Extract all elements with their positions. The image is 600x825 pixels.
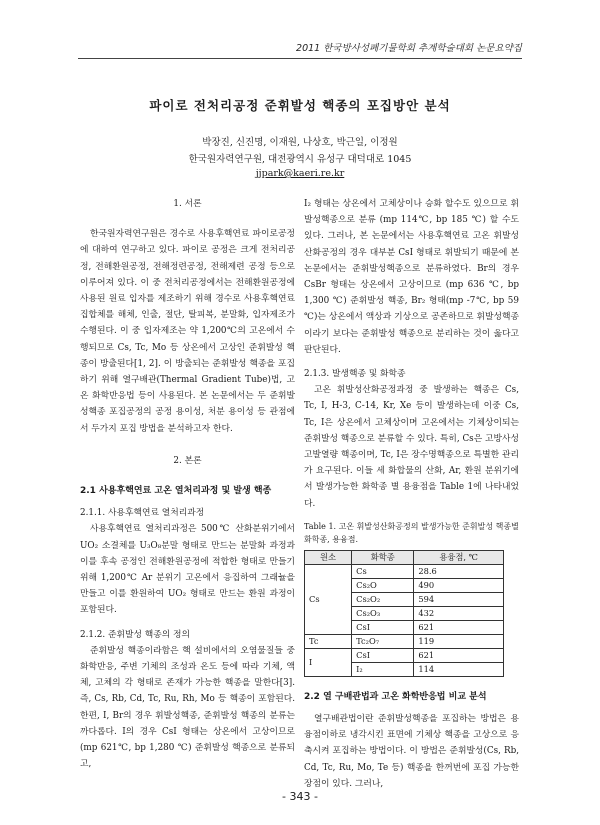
affiliation: 한국원자력연구원, 대전광역시 유성구 대덕대로 1045 [188,154,412,165]
species-cell: Cs₂O [352,578,414,592]
section-2-1-2-heading: 2.1.2. 준휘발성 핵종의 정의 [80,629,191,640]
table-row [305,564,504,578]
running-head: 2011 한국방사성폐기물학회 추계학술대회 논문요약집 [296,43,522,54]
species-cell: Tc₂O₇ [352,634,414,648]
section-2-1-3-paragraph: 고온 휘발성산화공정과정 중 발생하는 핵종은 Cs, Tc, I, H-3, C-14, Kr, Xe 등이 발생하는데 이중 Cs, Tc, I은 상온에서 고체상이며 고온에서는 기체상이되는 준휘발성 핵종으로 분류할 수 있다. 특히, Cs은 고방사성 고발열량 핵종이며, Tc, I은 장수명핵종으로 특별한 관리가 요구된다. 이들 세 화합물의 산화, Ar, 환원 분위기에서 발생가능한 화학종 별 용융점을 Table 1에 나타내었다. [304,385,519,509]
element-cell: I [305,648,352,676]
melting-point-cell: 621 [414,648,504,662]
species-cell: I₂ [352,662,414,676]
section-2-1-1-paragraph: 사용후핵연료 열처리과정은 500℃ 산화분위기에서 UO₂ 소결체를 U₃O₈분말 형태로 만드는 분말화 과정과 이를 후속 공정인 전해환원공정에 적합한 형태로 만들기위해 1,200℃ Ar 분위기 고온에서 응집하여 그래뉼을 만들고 이를 환원하여 UO₂ 형태로 만드는 환원 과정이 포함된다. [80,524,295,616]
table-header-row [305,550,504,564]
species-cell: Cs [352,564,414,578]
paper-title: 파이로 전처리공정 준휘발성 핵종의 포집방안 분석 [149,98,451,113]
page-number: - 343 - [282,790,318,803]
left-column [80,196,295,781]
melting-point-cell: 490 [414,578,504,592]
melting-point-cell: 594 [414,592,504,606]
species-cell: Cs₂O₂ [352,592,414,606]
section-2-1-2-paragraph: 준휘발성 핵종이라함은 핵 설비에서의 오염물질들 중 화학반응, 주변 기체의 조성과 온도 등에 따라 기체, 액체, 고체의 각 형태로 존재가 가능한 핵종을 말한다[3]. 즉, Cs, Rb, Cd, Tc, Ru, Rh, Mo 등 핵종이 포함된다. 한편, I, Br의 경우 휘발성핵종, 준휘발성 핵종의 분류는 까다롭다. I의 경우 CsI 형태는 상온에서 고상이므로 (mp 621℃, bp 1,280 ℃) 준휘발성 핵종으로 분류되고, [80,645,295,770]
species-cell: Cs₂O₃ [352,606,414,620]
intro-paragraph: 한국원자력연구원은 경수로 사용후핵연료 파이로공정에 대하여 연구하고 있다. 파이로 공정은 크게 전처리공정, 전해환원공정, 전해정련공정, 전해제련 공정 등으로 이루어져 있다. 이 중 전처리공정에서는 전해환원공정에 사용된 원료 입자를 제조하기 위해 경수로 사용후핵연료 집합체를 해체, 인출, 절단, 탈피복, 분말화, 입자제조가 수행된다. 이 중 입자제조는 약 1,200℃의 고온에서 수행되므로 Cs, Tc, Mo 등 상온에서 고상인 준휘발성 핵종이 방출된다[1, 2]. 이 방출되는 준휘발성 핵종을 포집하기 위해 열구배관(Thermal Gradient Tube)법, 고온 화학반응법 등이 사용된다. 본 논문에서는 두 준휘발성핵종 포집공정의 공정 용이성, 처분 용이성 등 관점에서 두가지 포집 방법을 분석하고자 한다. [80,229,295,434]
section-2-1-heading: 2.1 사용후핵연료 고온 열처리과정 및 발생 핵종 [80,486,272,497]
table-caption: Table 1. 고온 휘발성산화공정의 발생가능한 준휘발성 핵종별 화학종, 용융점. [304,521,519,544]
melting-point-cell: 119 [414,634,504,648]
continued-paragraph: I₂ 형태는 상온에서 고체상이나 승화 할수도 있으므로 휘발성핵종으로 분류 (mp 114℃, bp 185 ℃) 할 수도 있다. 그러나, 본 논문에서는 사용후핵연료 고온 휘발성산화공정의 경우 대부분 CsI 형태로 휘발되기 때문에 본 논문에서는 준휘발성핵종으로 분류하였다. Br의 경우 CsBr 형태는 상온에서 고상이므로 (mp 636 ℃, bp 1,300 ℃) 준휘발성 핵종, Br₂ 형태(mp -7℃, bp 59 ℃)는 상온에서 액상과 기상으로 공존하므로 휘발성핵종이라기 보다는 준휘발성 핵종으로 분리하는 것이 옳다고 판단된다. [304,199,519,355]
section-1-heading: 1. 서론 [173,199,202,209]
author-email-link[interactable]: jjpark@kaeri.re.kr [255,168,345,179]
melting-point-cell: 28.6 [414,564,504,578]
melting-point-cell: 432 [414,606,504,620]
section-2-2-heading: 2.2 열 구배관법과 고온 화학반응법 비교 분석 [304,691,487,702]
table-header-cell: 용융점, ℃ [414,550,504,564]
melting-point-table [304,550,504,677]
table-row [305,648,504,662]
section-2-1-3-heading: 2.1.3. 발생핵종 및 화학종 [304,369,406,380]
author-list: 박장진, 신진명, 이재원, 나상호, 박근일, 이정원 [202,137,398,148]
melting-point-cell: 114 [414,662,504,676]
header-rule [78,58,522,59]
table-row [305,634,504,648]
element-cell: Cs [305,564,352,634]
table-header-cell: 화학종 [352,550,414,564]
species-cell: CsI [352,648,414,662]
melting-point-cell: 621 [414,620,504,634]
section-2-heading: 2. 본론 [173,455,202,466]
section-2-2-paragraph: 열구배관법이란 준휘발성핵종을 포집하는 방법은 용융점이하로 냉각시킨 표면에 기체상 핵종을 고상으로 응축시켜 포집하는 방법이다. 이 방법은 준휘발성(Cs, Rb, Cd, Tc, Ru, Mo, Te 등) 핵종을 한꺼번에 포집 가능한 장점이 있다. 그러나, [304,714,519,789]
table-header-cell: 원소 [305,550,352,564]
element-cell: Tc [305,634,352,648]
right-column [304,196,519,800]
section-2-1-1-heading: 2.1.1. 사용후핵연료 열처리과정 [80,508,205,519]
species-cell: CsI [352,620,414,634]
